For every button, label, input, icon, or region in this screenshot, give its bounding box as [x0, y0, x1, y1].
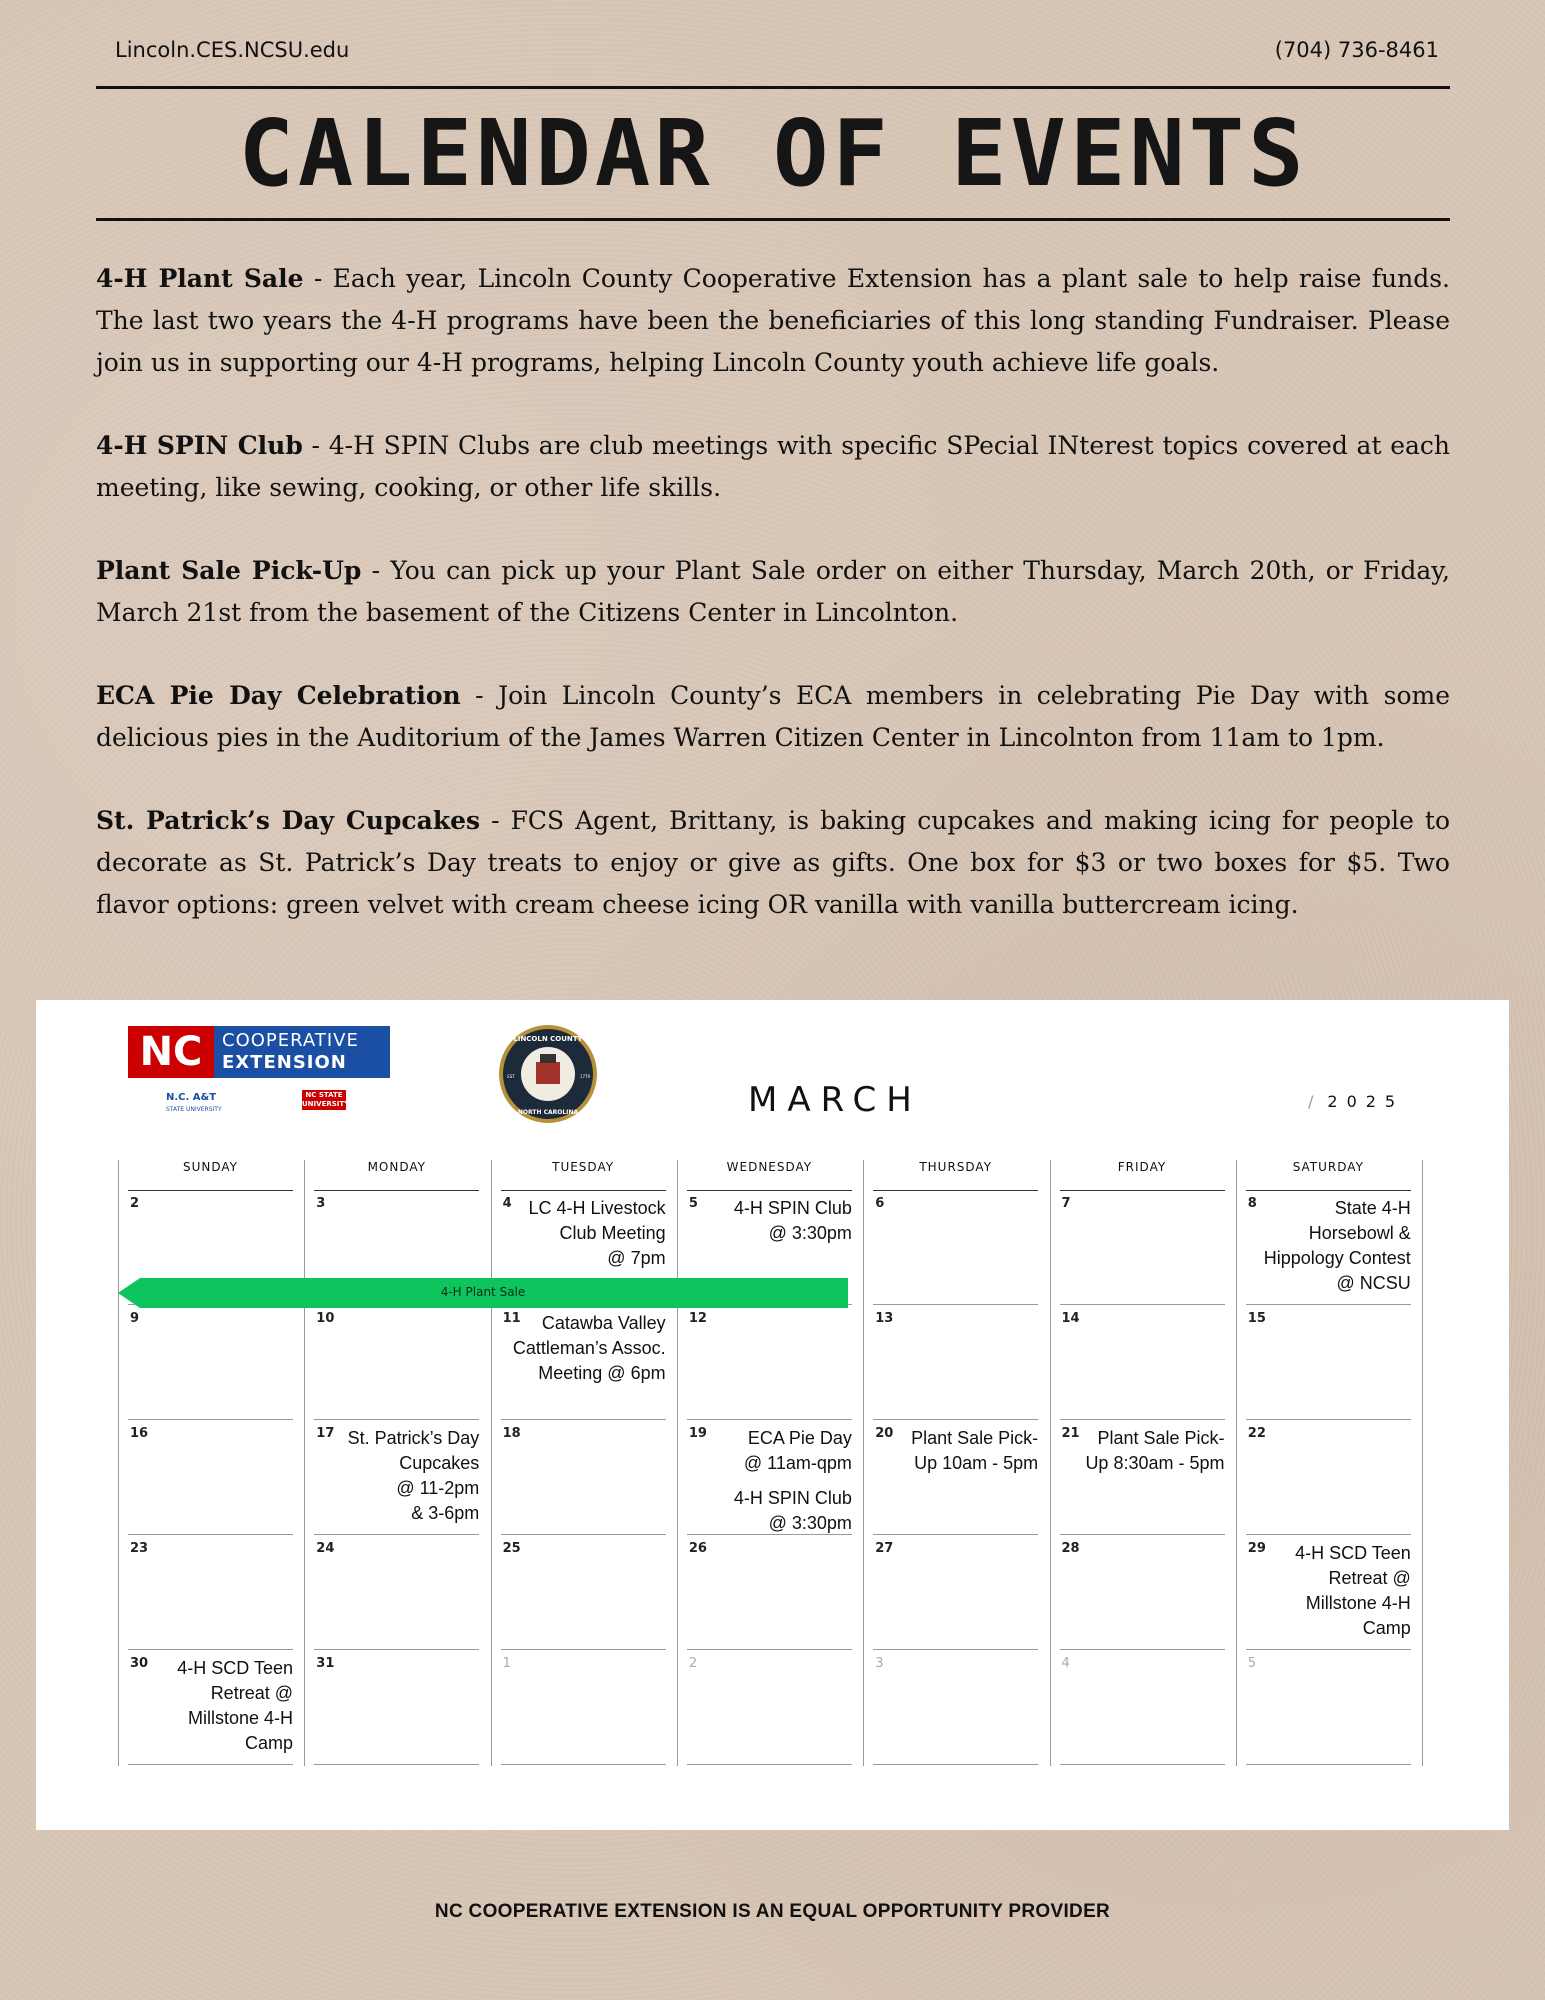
event-line — [734, 1476, 852, 1486]
page-title: CALENDAR OF EVENTS — [238, 100, 1308, 207]
day-number: 31 — [316, 1656, 335, 1671]
calendar-day-cell[interactable] — [873, 1305, 1038, 1420]
nc-logo-mark: NC — [128, 1026, 214, 1078]
seal-top-text: LINCOLN COUNTY — [513, 1035, 583, 1043]
day-number: 7 — [1061, 1196, 1071, 1211]
event-separator: - — [303, 264, 333, 293]
event-pie-day — [96, 675, 1450, 759]
day-event-text — [734, 1426, 852, 1536]
event-line: Catawba Valley — [541, 1313, 666, 1333]
calendar-day-cell[interactable] — [1060, 1535, 1225, 1650]
day-number: 2 — [130, 1196, 140, 1211]
day-number: 27 — [875, 1541, 894, 1556]
year-slash: / — [1308, 1092, 1314, 1111]
event-line: @ 3:30pm — [768, 1513, 852, 1533]
event-line: Club Meeting — [559, 1223, 666, 1243]
day-number: 14 — [1061, 1311, 1080, 1326]
event-separator: - — [460, 681, 499, 710]
event-line: Up 10am - 5pm — [914, 1453, 1039, 1473]
calendar-day-cell[interactable] — [128, 1305, 293, 1420]
day-number: 15 — [1247, 1311, 1266, 1326]
event-separator: - — [302, 431, 329, 460]
day-number: 30 — [130, 1656, 149, 1671]
event-plant-sale — [96, 258, 1450, 384]
cell-bottom-rule — [687, 1764, 852, 1765]
grid-column-line — [491, 1160, 492, 1766]
day-event-text — [734, 1196, 852, 1246]
event-line: @ 3:30pm — [768, 1223, 852, 1243]
day-number: 24 — [316, 1541, 335, 1556]
calendar-day-cell[interactable] — [128, 1535, 293, 1650]
event-line: @ 7pm — [607, 1248, 666, 1268]
ncstate-logo — [302, 1090, 350, 1110]
day-number: 19 — [688, 1426, 707, 1441]
plant-sale-bar-label: 4-H Plant Sale — [440, 1285, 526, 1299]
event-title: Plant Sale Pick-Up — [96, 556, 362, 585]
event-line: @ 11-2pm — [396, 1478, 480, 1498]
calendar-day-cell[interactable] — [1060, 1305, 1225, 1420]
header-rule-bottom — [96, 218, 1450, 221]
day-number: 5 — [688, 1196, 698, 1211]
day-event-text — [529, 1196, 666, 1271]
event-text: 4-H SPIN Clubs are club meetings with specific SPecial INterest topics covered at each meeting, like sewing, cooking, or other life skills. — [96, 431, 1451, 502]
day-number: 17 — [316, 1426, 335, 1441]
day-of-week-saturday: SATURDAY — [1292, 1160, 1364, 1174]
event-line: Millstone 4-H — [1305, 1593, 1411, 1613]
cell-bottom-rule — [1246, 1764, 1411, 1765]
day-event-text — [177, 1656, 293, 1756]
calendar-day-cell[interactable] — [1246, 1305, 1411, 1420]
ncstate-line2: UNIVERSITY — [302, 1100, 350, 1108]
event-line: St. Patrick’s Day — [347, 1428, 480, 1448]
day-number: 6 — [875, 1196, 885, 1211]
calendar-day-cell[interactable] — [1246, 1420, 1411, 1535]
day-number: 10 — [316, 1311, 335, 1326]
calendar-day-cell[interactable] — [501, 1305, 666, 1420]
calendar-day-cell[interactable] — [687, 1535, 852, 1650]
day-number: 26 — [688, 1541, 707, 1556]
calendar-day-cell[interactable] — [1246, 1190, 1411, 1305]
calendar-day-cell[interactable] — [687, 1650, 852, 1765]
cell-bottom-rule — [501, 1764, 666, 1765]
event-text: Each year, Lincoln County Cooperative Extension has a plant sale to help raise funds. The last two years the 4-H programs have been the beneficiaries of this long standing Fundraiser. Please join us in supporting our 4-H programs, helping Lincoln County youth achieve life goals. — [96, 264, 1450, 377]
event-line: Up 8:30am - 5pm — [1085, 1453, 1225, 1473]
day-event-text — [911, 1426, 1038, 1476]
event-title: St. Patrick’s Day Cupcakes — [96, 806, 481, 835]
event-title: 4-H Plant Sale — [96, 264, 304, 293]
day-number: 12 — [688, 1311, 707, 1326]
event-line: 4-H SCD Teen — [1295, 1543, 1411, 1563]
calendar-day-cell[interactable] — [687, 1420, 852, 1535]
ncat-logo — [166, 1092, 222, 1114]
lincoln-county-seal-icon — [498, 1024, 598, 1124]
event-line: Retreat @ — [210, 1683, 293, 1703]
day-number: 29 — [1247, 1541, 1266, 1556]
day-of-week-friday: FRIDAY — [1117, 1160, 1167, 1174]
grid-column-line — [677, 1160, 678, 1766]
ncat-name: N.C. A&T — [166, 1092, 217, 1103]
website-url: Lincoln.CES.NCSU.edu — [115, 38, 350, 62]
day-number: 13 — [875, 1311, 894, 1326]
phone-number: (704) 736-8461 — [1274, 38, 1439, 62]
calendar-day-cell[interactable] — [873, 1190, 1038, 1305]
day-number: 3 — [875, 1656, 884, 1671]
event-line: Horsebowl & — [1308, 1223, 1411, 1243]
event-line: Cupcakes — [399, 1453, 480, 1473]
event-plant-sale-pickup — [96, 550, 1450, 634]
day-event-text — [1085, 1426, 1224, 1476]
ncat-sub: STATE UNIVERSITY — [166, 1106, 222, 1113]
day-of-week-sunday: SUNDAY — [182, 1160, 238, 1174]
event-line: Camp — [244, 1733, 293, 1753]
day-number: 22 — [1247, 1426, 1266, 1441]
day-number: 8 — [1247, 1196, 1257, 1211]
ncstate-line1: NC STATE — [305, 1091, 343, 1099]
cell-bottom-rule — [873, 1764, 1038, 1765]
grid-column-line — [1236, 1160, 1237, 1766]
event-line: Meeting @ 6pm — [538, 1363, 666, 1383]
day-number: 9 — [130, 1311, 140, 1326]
event-line: 4-H SPIN Club — [733, 1488, 852, 1508]
event-line: 4-H SCD Teen — [177, 1658, 293, 1678]
year-value: 2025 — [1327, 1092, 1405, 1111]
day-number: 16 — [130, 1426, 149, 1441]
nc-cooperative-extension-logo — [128, 1026, 390, 1078]
calendar-panel — [36, 1000, 1509, 1830]
calendar-day-cell[interactable] — [128, 1650, 293, 1765]
grid-column-line — [118, 1160, 119, 1766]
day-number: 5 — [1247, 1656, 1257, 1671]
event-line: Retreat @ — [1328, 1568, 1411, 1588]
coop-line2: EXTENSION — [222, 1052, 347, 1073]
calendar-day-cell[interactable] — [1246, 1535, 1411, 1650]
calendar-day-cell[interactable] — [314, 1420, 479, 1535]
event-line: @ NCSU — [1336, 1273, 1411, 1293]
day-number: 28 — [1061, 1541, 1080, 1556]
event-line: Plant Sale Pick- — [911, 1428, 1039, 1448]
day-number: 11 — [502, 1311, 521, 1326]
event-line: Cattleman’s Assoc. — [512, 1338, 666, 1358]
calendar-day-cell[interactable] — [1060, 1650, 1225, 1765]
seal-est: EST — [507, 1074, 515, 1079]
event-title: 4-H SPIN Club — [96, 431, 303, 460]
event-line: Camp — [1362, 1618, 1411, 1638]
grid-column-line — [863, 1160, 864, 1766]
day-event-text — [513, 1311, 666, 1386]
calendar-day-cell[interactable] — [1060, 1190, 1225, 1305]
calendar-year — [1308, 1092, 1404, 1111]
cell-bottom-rule — [314, 1764, 479, 1765]
day-number: 20 — [875, 1426, 894, 1441]
calendar-month: MARCH — [748, 1080, 922, 1120]
calendar-day-cell[interactable] — [1060, 1420, 1225, 1535]
cell-bottom-rule — [128, 1764, 293, 1765]
event-line: @ 11am-qpm — [743, 1453, 852, 1473]
day-number: 4 — [502, 1196, 512, 1211]
event-line: LC 4-H Livestock — [528, 1198, 666, 1218]
day-of-week-monday: MONDAY — [367, 1160, 426, 1174]
day-number: 1 — [502, 1656, 511, 1671]
day-event-text — [348, 1426, 480, 1526]
event-line: ECA Pie Day — [747, 1428, 852, 1448]
day-of-week-wednesday: WEDNESDAY — [726, 1160, 813, 1174]
calendar-day-cell[interactable] — [873, 1535, 1038, 1650]
cooperative-extension-wordmark — [214, 1026, 390, 1078]
calendar-day-cell[interactable] — [314, 1535, 479, 1650]
event-separator: - — [361, 556, 391, 585]
day-number: 2 — [688, 1656, 698, 1671]
plant-sale-span-bar[interactable] — [118, 1278, 848, 1308]
header-rule-top — [96, 86, 1450, 89]
day-of-week-thursday: THURSDAY — [919, 1160, 993, 1174]
calendar-day-cell[interactable] — [873, 1420, 1038, 1535]
grid-column-line — [1050, 1160, 1051, 1766]
day-number: 21 — [1061, 1426, 1080, 1441]
event-line: State 4-H — [1334, 1198, 1411, 1218]
day-number: 25 — [502, 1541, 521, 1556]
calendar-day-cell[interactable] — [314, 1650, 479, 1765]
event-descriptions — [96, 258, 1450, 967]
event-line: Millstone 4-H — [187, 1708, 293, 1728]
grid-column-line — [304, 1160, 305, 1766]
calendar-grid — [118, 1160, 1426, 1766]
calendar-day-cell[interactable] — [501, 1535, 666, 1650]
footer-disclaimer: NC COOPERATIVE EXTENSION IS AN EQUAL OPPORTUNITY PROVIDER — [434, 1901, 1111, 1922]
day-number: 18 — [502, 1426, 521, 1441]
event-text: Join Lincoln County’s ECA members in celebrating Pie Day with some delicious pies in the Auditorium of the James Warren Citizen Center in Lincolnton from 11am to 1pm. — [96, 681, 1451, 752]
coop-line1: COOPERATIVE — [222, 1030, 359, 1051]
day-number: 23 — [130, 1541, 149, 1556]
day-number: 4 — [1061, 1656, 1070, 1671]
event-spin-club — [96, 425, 1450, 509]
calendar-day-cell[interactable] — [1246, 1650, 1411, 1765]
event-line: & 3-6pm — [411, 1503, 480, 1523]
event-line: Hippology Contest — [1263, 1248, 1411, 1268]
event-text: FCS Agent, Brittany, is baking cupcakes and making icing for people to decorate as St. Patrick’s Day treats to enjoy or give as gifts. One box for $3 or two boxes for $5. Two flavor options: green velvet with cream cheese icing OR vanilla with vanilla buttercream icing. — [96, 806, 1451, 919]
event-title: ECA Pie Day Celebration — [96, 681, 461, 710]
cell-bottom-rule — [1060, 1764, 1225, 1765]
seal-bottom-text: NORTH CAROLINA — [517, 1109, 579, 1116]
calendar-day-cell[interactable] — [128, 1420, 293, 1535]
grid-column-line — [1422, 1160, 1423, 1766]
day-number: 3 — [316, 1196, 326, 1211]
day-event-text — [1264, 1196, 1411, 1296]
event-line: 4-H SPIN Club — [733, 1198, 852, 1218]
day-of-week-tuesday: TUESDAY — [552, 1160, 615, 1174]
day-event-text — [1295, 1541, 1411, 1641]
event-text: You can pick up your Plant Sale order on either Thursday, March 20th, or Friday, March 21st from the basement of the Citizens Center in Lincolnton. — [96, 556, 1450, 627]
calendar-day-cell[interactable] — [873, 1650, 1038, 1765]
seal-year: 1779 — [579, 1074, 591, 1079]
calendar-day-cell[interactable] — [501, 1650, 666, 1765]
calendar-day-cell[interactable] — [314, 1305, 479, 1420]
event-cupcakes — [96, 800, 1450, 926]
calendar-day-cell[interactable] — [501, 1420, 666, 1535]
calendar-day-cell[interactable] — [687, 1305, 852, 1420]
event-line: Plant Sale Pick- — [1097, 1428, 1225, 1448]
event-separator: - — [480, 806, 511, 835]
